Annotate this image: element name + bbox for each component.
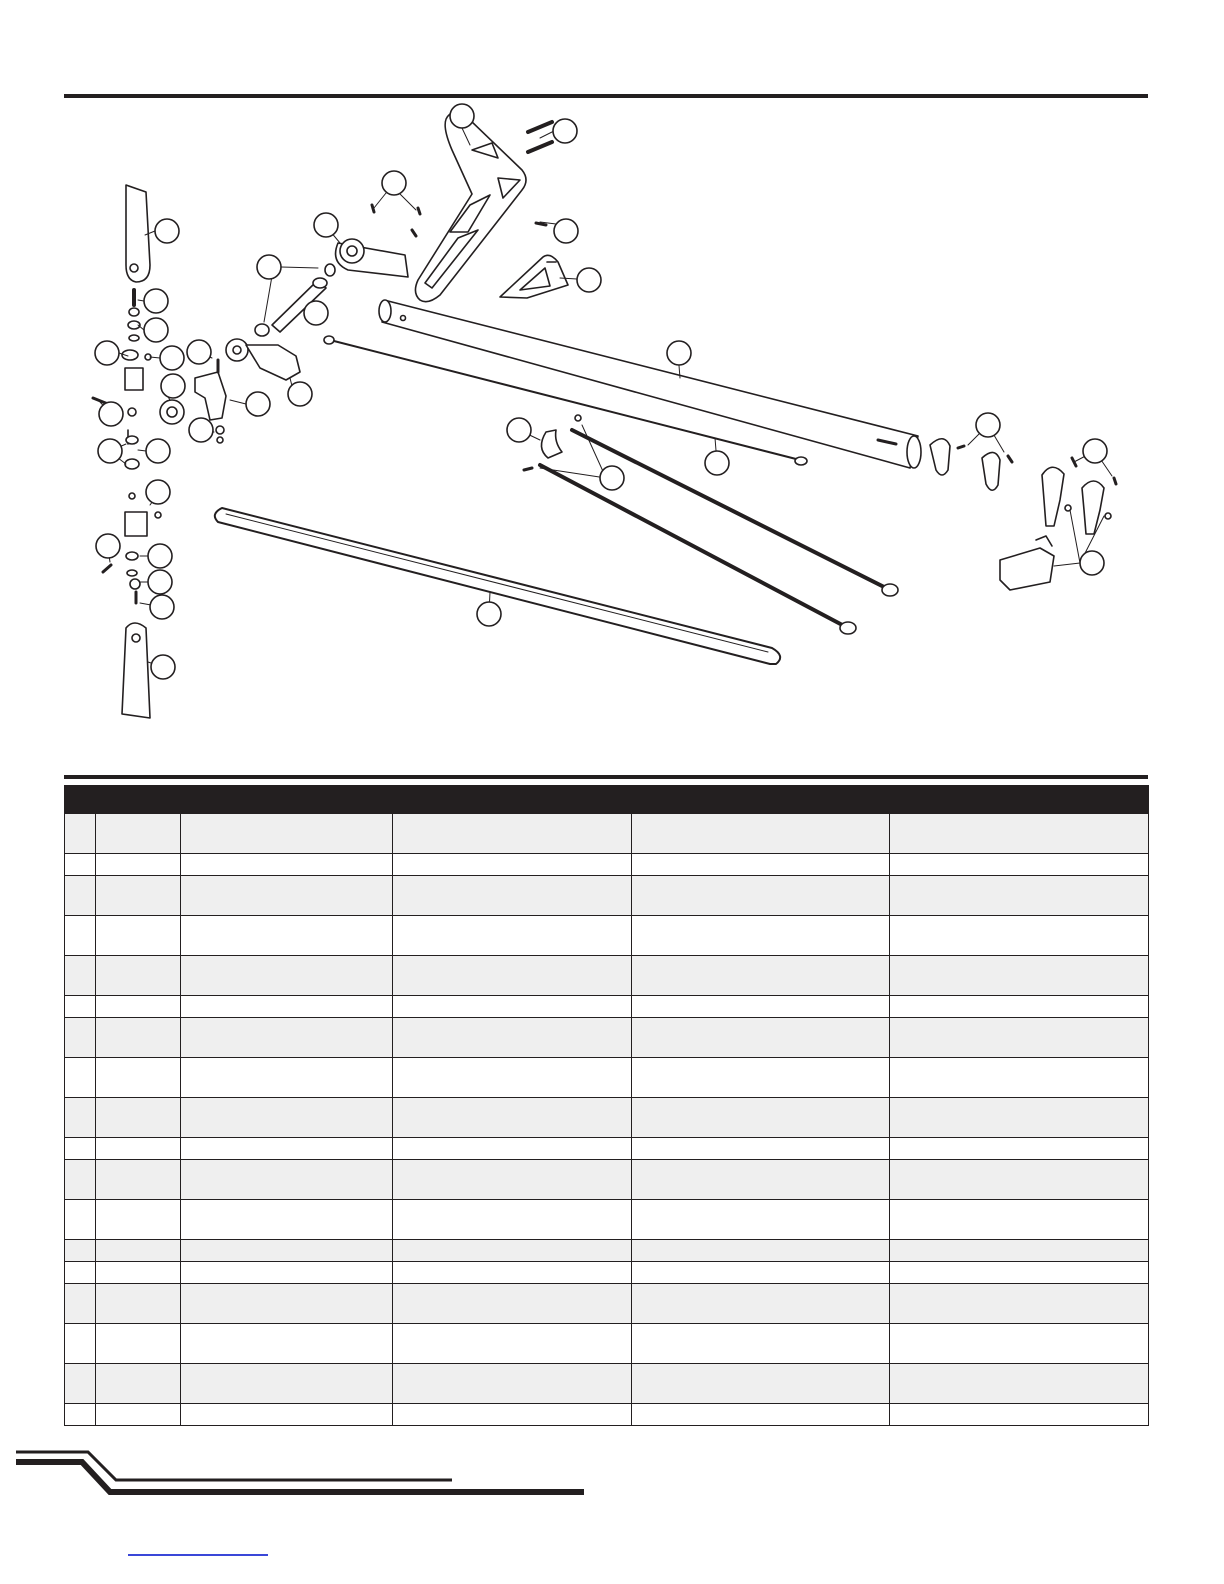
table-cell xyxy=(65,916,96,956)
table-cell xyxy=(632,956,890,996)
callout-c17 xyxy=(288,382,312,406)
table-row xyxy=(65,996,1149,1018)
table-cell xyxy=(890,1324,1149,1364)
table-cell xyxy=(393,1240,632,1262)
table-cell xyxy=(65,854,96,876)
callout-c18 xyxy=(246,392,270,416)
table-cell xyxy=(393,996,632,1018)
table-cell xyxy=(890,1138,1149,1160)
table-cell xyxy=(65,1240,96,1262)
table-cell xyxy=(65,1018,96,1058)
table-cell xyxy=(632,1364,890,1404)
table-cell xyxy=(181,1364,393,1404)
table-row xyxy=(65,1058,1149,1098)
callout-c27 xyxy=(600,466,624,490)
callout-c30 xyxy=(148,544,172,568)
callout-c31 xyxy=(1080,551,1104,575)
table-row xyxy=(65,814,1149,854)
table-cell xyxy=(96,1058,181,1098)
callout-c5 xyxy=(554,219,578,243)
table-cell xyxy=(96,1240,181,1262)
table-cell xyxy=(96,1018,181,1058)
callout-c10 xyxy=(304,301,328,325)
table-cell xyxy=(181,1138,393,1160)
table-cell xyxy=(393,876,632,916)
table-cell xyxy=(632,996,890,1018)
table-cell xyxy=(181,1160,393,1200)
tail-case xyxy=(336,205,420,277)
table-cell xyxy=(890,1098,1149,1138)
callout-c13 xyxy=(95,341,119,365)
table-cell xyxy=(181,1200,393,1240)
table-cell xyxy=(632,1058,890,1098)
table-cell xyxy=(96,814,181,854)
table-row xyxy=(65,1098,1149,1138)
table-cell xyxy=(890,1058,1149,1098)
table-cell xyxy=(65,1160,96,1200)
tail-servo xyxy=(1000,536,1054,590)
table-row xyxy=(65,854,1149,876)
column-header xyxy=(181,786,393,814)
table-cell xyxy=(393,1138,632,1160)
table-cell xyxy=(890,996,1149,1018)
table-cell xyxy=(181,916,393,956)
table-cell xyxy=(890,854,1149,876)
table-cell xyxy=(632,814,890,854)
table-cell xyxy=(890,1240,1149,1262)
table-cell xyxy=(393,1098,632,1138)
table-row xyxy=(65,1240,1149,1262)
table-cell xyxy=(393,1058,632,1098)
tail-blade-upper xyxy=(126,185,150,341)
parts-table xyxy=(64,785,1149,1426)
table-cell xyxy=(65,1138,96,1160)
callout-c9 xyxy=(144,289,168,313)
callout-c8 xyxy=(577,268,601,292)
table-row xyxy=(65,916,1149,956)
table-row xyxy=(65,1262,1149,1284)
column-header xyxy=(65,786,96,814)
callout-c29 xyxy=(96,534,120,558)
table-cell xyxy=(393,854,632,876)
table-cell xyxy=(96,1200,181,1240)
tail-blade-lower xyxy=(122,623,150,718)
horizontal-fin xyxy=(500,255,568,298)
table-cell xyxy=(65,996,96,1018)
table-row xyxy=(65,876,1149,916)
exploded-diagram xyxy=(0,96,1224,766)
table-cell xyxy=(65,1364,96,1404)
vertical-fin xyxy=(415,112,526,301)
table-row xyxy=(65,956,1149,996)
table-cell xyxy=(65,1404,96,1426)
table-cell xyxy=(632,876,890,916)
table-cell xyxy=(181,876,393,916)
table-cell xyxy=(632,1160,890,1200)
table-cell xyxy=(890,814,1149,854)
table-cell xyxy=(632,1404,890,1426)
footer-decoration xyxy=(0,1436,620,1506)
table-cell xyxy=(632,1262,890,1284)
table-row xyxy=(65,1284,1149,1324)
table-cell xyxy=(65,1262,96,1284)
table-cell xyxy=(632,916,890,956)
table-cell xyxy=(96,1138,181,1160)
callout-c2 xyxy=(553,119,577,143)
table-cell xyxy=(393,1364,632,1404)
table-cell xyxy=(632,1240,890,1262)
callout-c22 xyxy=(976,413,1000,437)
callout-c35 xyxy=(151,655,175,679)
table-cell xyxy=(890,1160,1149,1200)
table-cell xyxy=(393,1262,632,1284)
column-header xyxy=(890,786,1149,814)
table-cell xyxy=(181,1262,393,1284)
table-cell xyxy=(890,1200,1149,1240)
table-cell xyxy=(96,956,181,996)
table-cell xyxy=(181,1404,393,1426)
callout-c1 xyxy=(450,104,474,128)
callout-c25 xyxy=(1083,439,1107,463)
callout-c19 xyxy=(99,402,123,426)
table-cell xyxy=(96,916,181,956)
callout-c26 xyxy=(705,451,729,475)
table-cell xyxy=(65,1200,96,1240)
table-cell xyxy=(890,1018,1149,1058)
table-cell xyxy=(632,1324,890,1364)
table-cell xyxy=(393,814,632,854)
table-row xyxy=(65,1404,1149,1426)
table-cell xyxy=(890,1364,1149,1404)
table-cell xyxy=(393,1404,632,1426)
table-cell xyxy=(96,854,181,876)
table-header xyxy=(65,786,1149,814)
callout-c21 xyxy=(189,418,213,442)
table-cell xyxy=(632,1018,890,1058)
table-cell xyxy=(393,1160,632,1200)
table-cell xyxy=(96,876,181,916)
boom-clamps xyxy=(930,439,1012,491)
table-cell xyxy=(890,1404,1149,1426)
table-cell xyxy=(632,1138,890,1160)
table-cell xyxy=(632,1098,890,1138)
callout-c20 xyxy=(507,418,531,442)
table-row xyxy=(65,1364,1149,1404)
table-row xyxy=(65,1160,1149,1200)
table-cell xyxy=(65,814,96,854)
callout-c6 xyxy=(155,219,179,243)
table-row xyxy=(65,1138,1149,1160)
table-cell xyxy=(393,1324,632,1364)
callout-c14 xyxy=(160,346,184,370)
table-cell xyxy=(96,1098,181,1138)
footer-link[interactable] xyxy=(128,1554,268,1556)
table-cell xyxy=(181,1240,393,1262)
table-cell xyxy=(65,1058,96,1098)
column-header xyxy=(393,786,632,814)
table-cell xyxy=(96,1160,181,1200)
table-cell xyxy=(890,876,1149,916)
callout-c16 xyxy=(161,374,185,398)
table-cell xyxy=(181,956,393,996)
table-cell xyxy=(181,1058,393,1098)
table-cell xyxy=(393,1200,632,1240)
table-cell xyxy=(96,996,181,1018)
callout-c4 xyxy=(314,213,338,237)
callout-c12 xyxy=(667,341,691,365)
tail-drive-belt xyxy=(215,508,780,664)
table-cell xyxy=(181,1018,393,1058)
table-cell xyxy=(65,1284,96,1324)
table-cell xyxy=(65,876,96,916)
table-cell xyxy=(890,916,1149,956)
table-cell xyxy=(65,1324,96,1364)
table-cell xyxy=(181,996,393,1018)
table-cell xyxy=(181,1284,393,1324)
table-row xyxy=(65,1200,1149,1240)
table-cell xyxy=(890,1262,1149,1284)
callout-c3 xyxy=(382,171,406,195)
callout-c15 xyxy=(187,340,211,364)
callout-c7 xyxy=(257,255,281,279)
servo-mount xyxy=(1042,458,1116,534)
table-cell xyxy=(890,1284,1149,1324)
callout-c34 xyxy=(477,602,501,626)
callout-c23 xyxy=(98,439,122,463)
table-cell xyxy=(181,1324,393,1364)
table-cell xyxy=(96,1284,181,1324)
table-row xyxy=(65,1324,1149,1364)
column-header xyxy=(632,786,890,814)
callout-c33 xyxy=(150,595,174,619)
table-cell xyxy=(96,1324,181,1364)
table-cell xyxy=(632,854,890,876)
table-rule xyxy=(64,775,1148,779)
callout-c24 xyxy=(146,439,170,463)
table-cell xyxy=(96,1404,181,1426)
callout-c32 xyxy=(148,570,172,594)
table-cell xyxy=(393,956,632,996)
column-header xyxy=(96,786,181,814)
table-cell xyxy=(65,1098,96,1138)
table-cell xyxy=(96,1364,181,1404)
table-cell xyxy=(632,1200,890,1240)
callout-c11 xyxy=(144,318,168,342)
tail-boom xyxy=(379,300,921,468)
table-cell xyxy=(181,854,393,876)
table-cell xyxy=(96,1262,181,1284)
table-row xyxy=(65,1018,1149,1058)
table-cell xyxy=(632,1284,890,1324)
callout-c28 xyxy=(146,480,170,504)
table-cell xyxy=(181,1098,393,1138)
table-cell xyxy=(65,956,96,996)
table-cell xyxy=(393,916,632,956)
table-cell xyxy=(393,1018,632,1058)
table-cell xyxy=(890,956,1149,996)
table-cell xyxy=(181,814,393,854)
table-cell xyxy=(393,1284,632,1324)
